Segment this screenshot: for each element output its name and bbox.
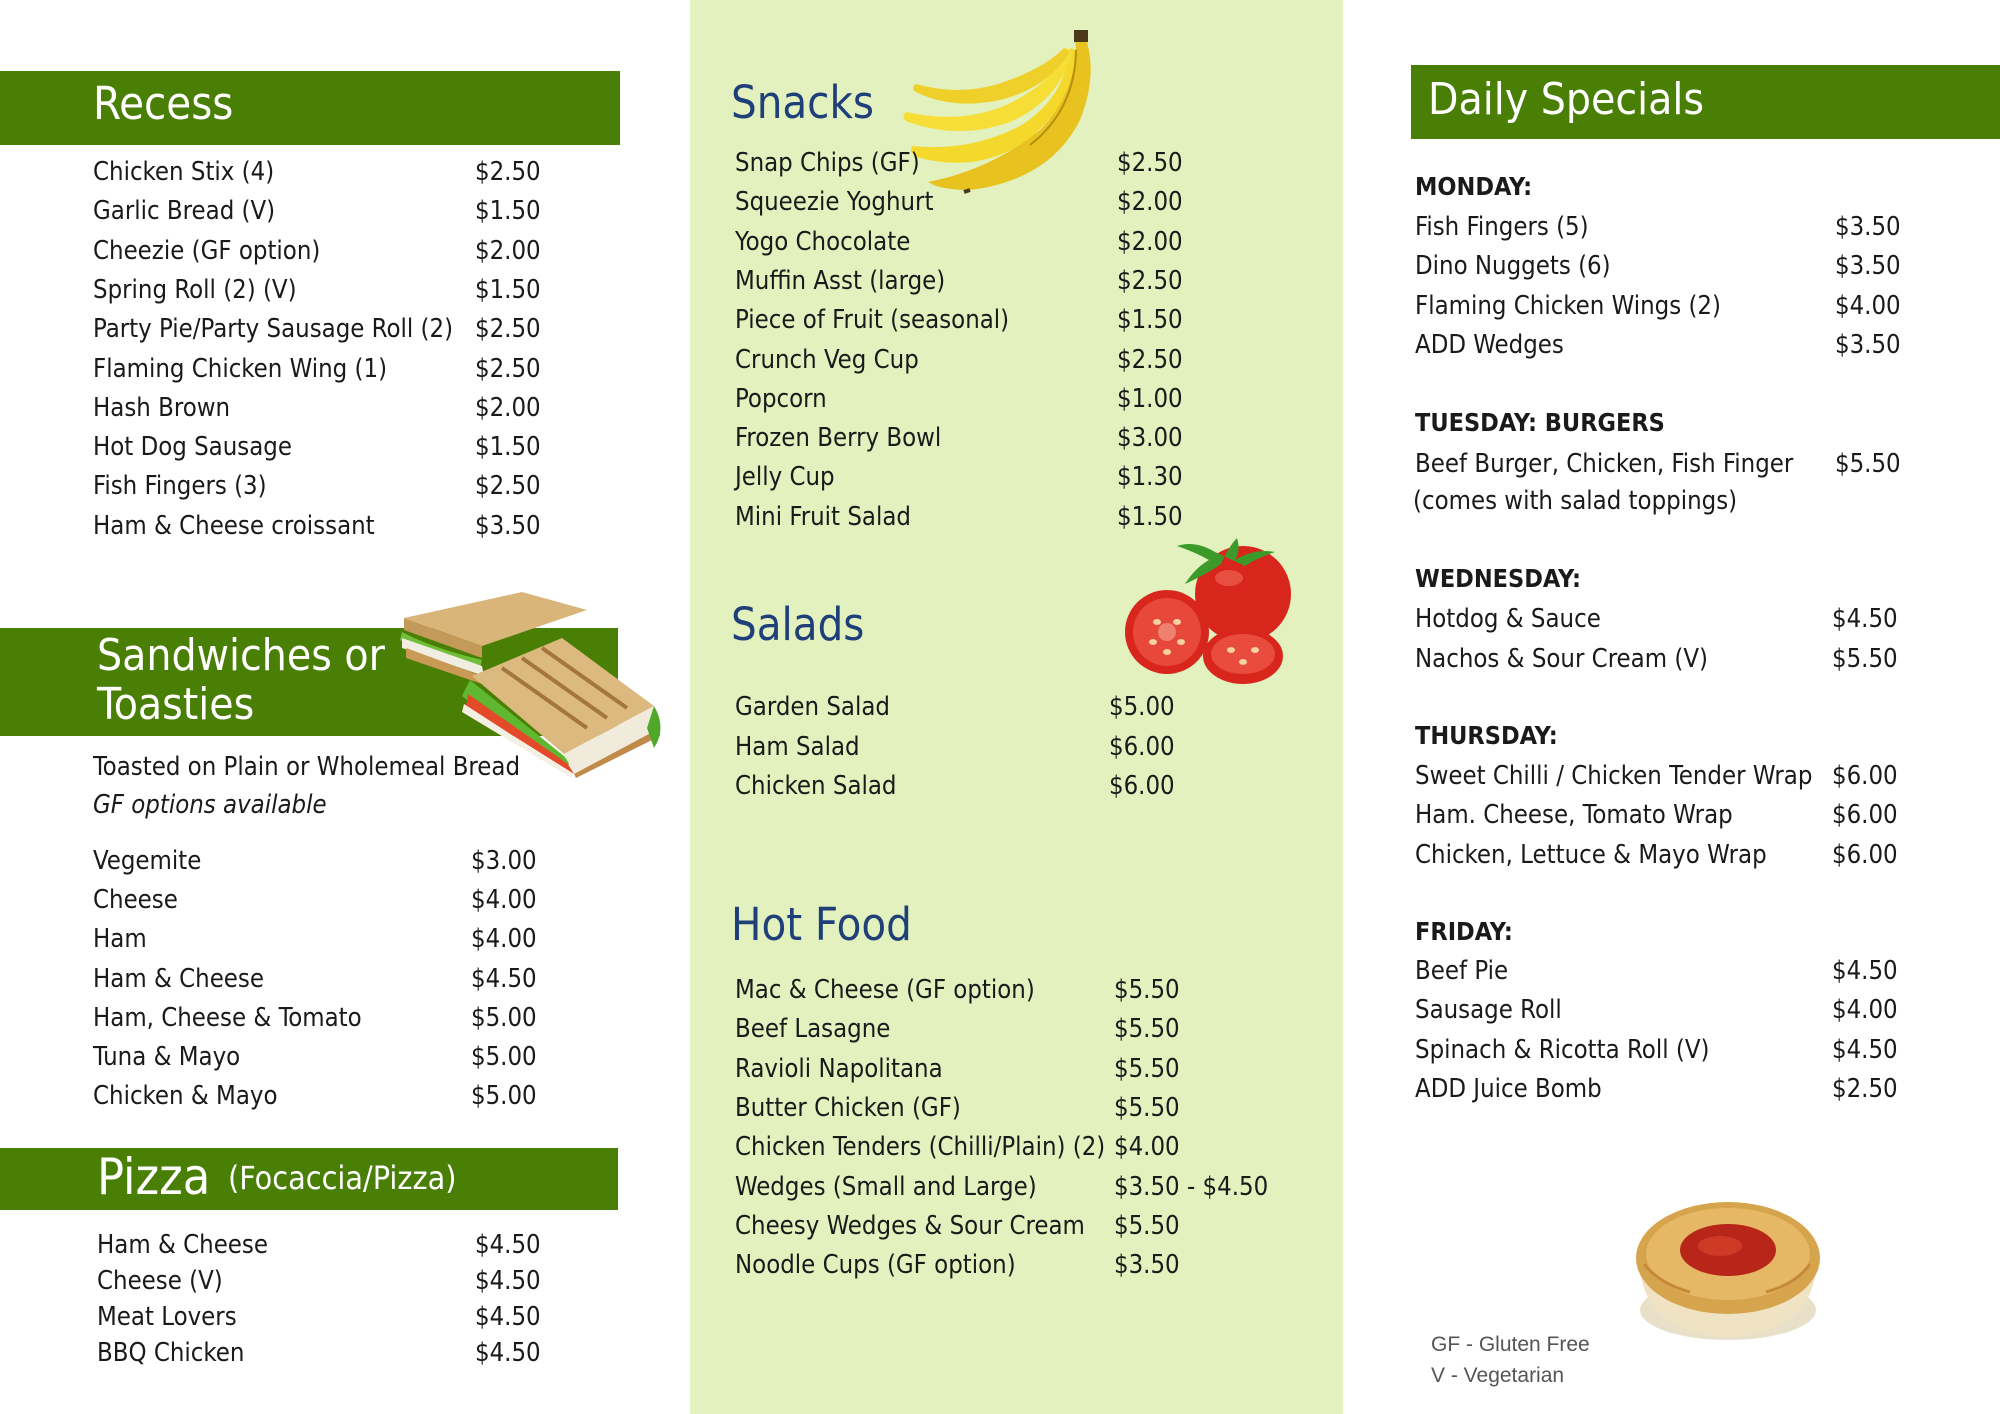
item-name: Ham <box>93 924 147 955</box>
item-name: Ham & Cheese <box>93 963 265 994</box>
item-name: Hash Brown <box>93 392 231 423</box>
item-name: Snap Chips (GF) <box>735 148 920 178</box>
item-price: $6.00 <box>1832 800 1898 831</box>
item-price: $1.50 <box>475 196 541 227</box>
item-name: Garden Salad <box>735 692 890 722</box>
item-name: Fish Fingers (5) <box>1415 212 1589 242</box>
item-name: Beef Burger, Chicken, Fish Finger <box>1415 449 1794 479</box>
item-price: $2.00 <box>1117 187 1183 218</box>
item-name: Jelly Cup <box>735 462 835 493</box>
item-price: $4.50 <box>475 1266 541 1296</box>
item-name: Noodle Cups (GF option) <box>735 1250 1016 1281</box>
legend-v: V - Vegetarian <box>1431 1364 1565 1387</box>
item-name: Hotdog & Sauce <box>1415 604 1601 634</box>
item-name: Chicken & Mayo <box>93 1081 278 1112</box>
sandwiches-note-gf: GF options available <box>93 790 327 820</box>
item-name: Crunch Veg Cup <box>735 344 919 375</box>
item-name: Wedges (Small and Large) <box>735 1171 1037 1202</box>
item-name: Fish Fingers (3) <box>93 471 267 502</box>
item-price: $2.50 <box>475 471 541 502</box>
item-name: Spring Roll (2) (V) <box>93 274 297 305</box>
item-name: Cheesy Wedges & Sour Cream <box>735 1210 1085 1241</box>
item-price: $2.50 <box>475 314 541 345</box>
tuesday-label: TUESDAY: BURGERS <box>1415 408 1665 437</box>
item-price: $1.50 <box>1117 305 1183 336</box>
item-name: ADD Juice Bomb <box>1415 1073 1602 1104</box>
item-name: Butter Chicken (GF) <box>735 1092 961 1123</box>
item-price: $2.50 <box>1832 1073 1898 1104</box>
item-name: Ham, Cheese & Tomato <box>93 1002 362 1033</box>
item-name: Ham & Cheese <box>97 1230 269 1260</box>
item-name: Cheezie (GF option) <box>93 235 321 266</box>
item-price: $3.50 <box>1835 251 1901 282</box>
salads-title: Salads <box>731 598 865 651</box>
item-name: Cheese <box>93 885 178 916</box>
item-price: $4.50 <box>1832 1034 1898 1065</box>
item-price: $4.50 <box>1832 956 1898 986</box>
item-price: $4.50 <box>1832 604 1898 634</box>
item-price: $5.00 <box>1109 692 1175 722</box>
item-name: Mini Fruit Salad <box>735 501 911 532</box>
item-price: $3.50 - $4.50 <box>1114 1171 1269 1202</box>
item-price: $6.00 <box>1832 761 1898 791</box>
item-name: Chicken Tenders (Chilli/Plain) (2) <box>735 1132 1106 1163</box>
item-name: Sausage Roll <box>1415 995 1562 1026</box>
item-name: Chicken Salad <box>735 771 897 801</box>
item-name: Nachos & Sour Cream (V) <box>1415 643 1708 674</box>
friday-label: FRIDAY: <box>1415 917 1513 946</box>
item-price: $3.50 <box>1835 329 1901 360</box>
item-name: Muffin Asst (large) <box>735 265 946 296</box>
item-price: $6.00 <box>1109 771 1175 801</box>
item-name: Beef Lasagne <box>735 1014 891 1045</box>
item-price: $5.50 <box>1114 1092 1180 1123</box>
wednesday-label: WEDNESDAY: <box>1415 564 1582 593</box>
item-name: Flaming Chicken Wing (1) <box>93 353 388 384</box>
item-name: Piece of Fruit (seasonal) <box>735 305 1010 336</box>
item-price: $5.50 <box>1114 1210 1180 1241</box>
item-price: $6.00 <box>1832 839 1898 870</box>
item-price: $1.50 <box>475 432 541 463</box>
item-price: $1.30 <box>1117 462 1183 493</box>
item-price: $5.50 <box>1832 643 1898 674</box>
item-price: $2.50 <box>475 157 541 187</box>
sandwiches-title-line1: Sandwiches or <box>97 630 385 681</box>
item-name: Meat Lovers <box>97 1302 237 1332</box>
specials-title: Daily Specials <box>1428 74 1705 125</box>
item-price: $3.00 <box>471 846 537 876</box>
pie-image <box>1620 1192 1835 1344</box>
sandwiches-note-bread: Toasted on Plain or Wholemeal Bread <box>93 752 521 782</box>
item-price: $2.50 <box>475 353 541 384</box>
item-name: BBQ Chicken <box>97 1338 245 1368</box>
item-price: $1.50 <box>1117 501 1183 532</box>
item-price: $3.50 <box>475 510 541 541</box>
monday-label: MONDAY: <box>1415 172 1533 201</box>
item-name: Mac & Cheese (GF option) <box>735 975 1035 1005</box>
item-price: $4.50 <box>475 1338 541 1368</box>
hot-food-title: Hot Food <box>731 898 912 951</box>
item-name: Hot Dog Sausage <box>93 432 292 463</box>
pizza-title: Pizza <box>97 1148 211 1206</box>
item-price: $2.00 <box>475 392 541 423</box>
item-name: Ham. Cheese, Tomato Wrap <box>1415 800 1733 831</box>
item-price: $4.50 <box>471 963 537 994</box>
item-price: $5.50 <box>1114 975 1180 1005</box>
item-price: $5.00 <box>471 1042 537 1072</box>
item-price: $5.00 <box>471 1081 537 1112</box>
tomato-image <box>1125 538 1310 688</box>
item-price: $1.00 <box>1117 383 1183 414</box>
item-price: $6.00 <box>1109 731 1175 762</box>
tuesday-item-note: (comes with salad toppings) <box>1413 486 1738 516</box>
item-price: $1.50 <box>475 274 541 305</box>
item-price: $3.00 <box>1117 423 1183 454</box>
item-price: $3.50 <box>1114 1250 1180 1281</box>
item-name: Beef Pie <box>1415 956 1509 986</box>
item-price: $4.00 <box>1832 995 1898 1026</box>
item-price: $4.00 <box>471 924 537 955</box>
item-name: Ham & Cheese croissant <box>93 510 375 541</box>
item-price: $3.50 <box>1835 212 1901 242</box>
item-price: $5.00 <box>471 1002 537 1033</box>
banana-image <box>900 30 1100 200</box>
item-price: $4.00 <box>1835 290 1901 321</box>
item-name: Chicken, Lettuce & Mayo Wrap <box>1415 839 1767 870</box>
item-name: Yogo Chocolate <box>735 226 911 257</box>
legend-gf: GF - Gluten Free <box>1431 1333 1590 1356</box>
item-name: Popcorn <box>735 383 827 414</box>
item-name: ADD Wedges <box>1415 329 1564 360</box>
item-price: $2.00 <box>475 235 541 266</box>
item-price: $2.50 <box>1117 265 1183 296</box>
item-name: Ravioli Napolitana <box>735 1053 943 1084</box>
item-price: $5.50 <box>1114 1014 1180 1045</box>
item-price: $2.50 <box>1117 344 1183 375</box>
thursday-label: THURSDAY: <box>1415 721 1558 750</box>
item-name: Dino Nuggets (6) <box>1415 251 1611 282</box>
item-name: Chicken Stix (4) <box>93 157 275 187</box>
item-name: Vegemite <box>93 846 202 876</box>
item-price: $2.00 <box>1117 226 1183 257</box>
item-price: $5.50 <box>1114 1053 1180 1084</box>
item-name: Squeezie Yoghurt <box>735 187 934 218</box>
sandwich-image <box>392 588 667 778</box>
item-name: Party Pie/Party Sausage Roll (2) <box>93 314 454 345</box>
item-price: $4.00 <box>1114 1132 1180 1163</box>
recess-title: Recess <box>93 77 234 130</box>
pizza-subtitle: (Focaccia/Pizza) <box>228 1159 457 1197</box>
item-name: Spinach & Ricotta Roll (V) <box>1415 1034 1710 1065</box>
item-name: Garlic Bread (V) <box>93 196 276 227</box>
item-name: Flaming Chicken Wings (2) <box>1415 290 1721 321</box>
item-price: $4.00 <box>471 885 537 916</box>
snacks-title: Snacks <box>731 76 874 129</box>
item-price: $5.50 <box>1835 449 1901 479</box>
item-name: Frozen Berry Bowl <box>735 423 942 454</box>
item-name: Cheese (V) <box>97 1266 223 1296</box>
item-price: $4.50 <box>475 1230 541 1260</box>
item-name: Ham Salad <box>735 731 860 762</box>
item-name: Sweet Chilli / Chicken Tender Wrap <box>1415 761 1813 791</box>
item-price: $2.50 <box>1117 148 1183 178</box>
item-name: Tuna & Mayo <box>93 1042 241 1072</box>
sandwiches-title-line2: Toasties <box>97 679 255 730</box>
item-price: $4.50 <box>475 1302 541 1332</box>
